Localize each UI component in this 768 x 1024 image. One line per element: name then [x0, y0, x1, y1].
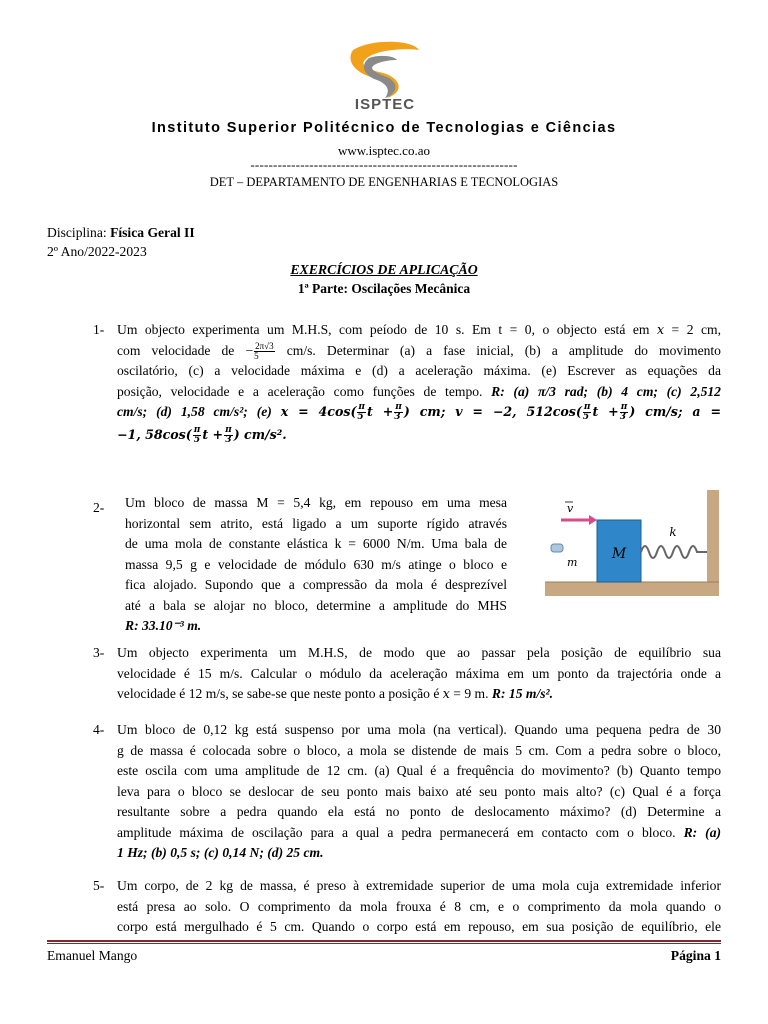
exercise-4-answer: 1 Hz; (b) 0,5 s; (c) 0,14 N; (d) 25 cm. [117, 845, 324, 860]
exercise-2-line: fica alojado. Supondo que a compressão da mola é desprezível [125, 577, 507, 592]
exercise-2-line: massa 9,5 g e velocidade de módulo 630 m/s atinge o bloco e [125, 556, 507, 572]
exercise-1-text [117, 320, 721, 445]
exercise-4-line: resultante sobre a pedra quando ela está no ponto de deslocamento máximo? (d) Determine a [117, 804, 721, 819]
exercise-1-line: cm/s; (d) 1,58 cm/s²; (e) x = 4cos( $\frac{\pi}{5}$ t + $\frac{\pi}{3}$ ) cm; v = −2, 512cos( $\frac{\pi}{5}$ t + $\frac{\pi}{3}$ ) cm/s; a = [117, 402, 721, 422]
exercise-3-line: Um objecto experimenta um M.H.S, de modo que ao passar pela posição de equilíbrio sua [117, 645, 721, 660]
exercise-3-line: velocidade é 12 m/s, se sabe-se que neste ponto a posição é x = 9 m. R: 15 m/s². [117, 686, 554, 701]
department-name: DET – DEPARTAMENTO DE ENGENHARIAS E TECNOLOGIAS [209, 175, 559, 189]
exercise-4-line: Um bloco de 0,12 kg está suspenso por uma mola (na vertical). Quando uma pequena pedra de 30 [117, 722, 721, 737]
exercise-1-line: posição, velocidade e a aceleração como funções de tempo. R: (a) π/3 rad; (b) 4 cm; (c) 2,512 [117, 383, 721, 399]
velocity-label: v [567, 502, 574, 515]
bullet-label: m [567, 556, 578, 569]
footer-page-number: Página 1 [670, 948, 721, 963]
institution-name: Instituto Superior Politécnico de Tecnologias e Ciências [151, 120, 617, 136]
exercise-1-number: 1- [93, 322, 105, 337]
exercise-4-line: este oscila com uma amplitude de 12 cm. (a) Qual é a frequência do movimento? (b) Quanto tempo [117, 763, 721, 778]
exercise-2-line: horizontal sem atrito, está ligado a um suporte rígido através [125, 515, 507, 531]
discipline-line [47, 223, 195, 244]
footer-rule-thin [47, 943, 721, 944]
exercise-4-line: amplitude máxima de oscilação para a qual a pedra permanecerá em contacto com o bloco. R: (a) [117, 824, 722, 840]
isptec-logo [343, 40, 427, 118]
exercise-2-line: até a bala se alojar no bloco, determine a amplitude do MHS [125, 597, 507, 613]
header-separator: ----------------------------------------------------------- [250, 157, 518, 172]
discipline-label: Disciplina: [47, 225, 111, 240]
exercise-5-line: Um corpo, de 2 kg de massa, é preso à extremidade superior de uma mola cuja extremidade inferior [117, 878, 721, 893]
exercise-3-number: 3- [93, 645, 105, 660]
footer-author: Emanuel Mango [47, 948, 138, 963]
mass-spring-figure [545, 490, 719, 596]
exercise-1-line: Um objecto experimenta um M.H.S, com peíodo de 10 s. Em t = 0, o objecto está em x = 2 cm, [117, 322, 721, 337]
bullet [551, 544, 563, 552]
exercise-2-text [125, 493, 507, 637]
website-link[interactable]: www.isptec.co.ao [338, 143, 430, 158]
exercise-3-text [117, 643, 721, 705]
exercise-1-line: oscilatório, (c) a velocidade máxima e (d) a aceleração máxima. (e) Escrever as equações da [117, 363, 721, 378]
exercise-4-line: g de massa é colocada sobre o bloco, a mola se distende de mais 5 cm. Com a pedra sobre o bloco, [117, 742, 721, 758]
exercise-5-line: corpo está mergulhado é 5 cm. Quando o corpo está em repouso, em sua posição de equilíbrio, ele [117, 919, 721, 934]
exercise-5-text [117, 876, 721, 938]
wall-support [707, 490, 719, 582]
fraction: $\frac{2\pi√3}{5}$ [254, 340, 274, 361]
footer-rule [47, 940, 721, 942]
exercises-subtitle: 1ª Parte: Oscilações Mecânica [297, 281, 471, 296]
exercise-1-line: −1, 58cos( $\frac{\pi}{5}$ t + $\frac{\pi}{3}$ ) cm/s². [117, 424, 287, 445]
exercise-4-number: 4- [93, 722, 105, 737]
exercise-4-text [117, 720, 721, 864]
exercise-2-line: Um bloco de massa M = 5,4 kg, em repouso em uma mesa [125, 495, 507, 510]
exercise-2-number: 2- [93, 500, 105, 515]
table-surface [545, 582, 719, 596]
exercise-3-line: velocidade é 15 m/s. Calcular o módulo da aceleração máxima em um ponto da trajectória onde a [117, 665, 721, 681]
discipline-value: Física Geral II [110, 225, 195, 240]
exercise-4-line: leva para o bloco se deslocar de seu ponto mais baixo até seu ponto mais alto? (c) Qual é a força [117, 783, 721, 799]
exercises-title: EXERCÍCIOS DE APLICAÇÃO [290, 262, 478, 277]
exercise-2-line: de uma mola de constante elástica k = 6000 N/m. Uma bala de [125, 536, 507, 551]
exercise-2-answer: R: 33.10⁻³ m. [125, 618, 202, 633]
exercise-5-number: 5- [93, 878, 105, 893]
academic-year: 2º Ano/2022-2023 [47, 244, 147, 259]
block-label: M [611, 546, 627, 562]
exercise-1-line: com velocidade de − $\frac{2\pi√3}{5}$ cm/s. Determinar (a) a fase inicial, (b) a amplitude do movimento [117, 340, 721, 361]
spring-label: k [669, 525, 677, 539]
logo-text: ISPTEC [354, 96, 416, 113]
exercise-5-line: está presa ao solo. O comprimento da mola frouxa é 8 cm, e o comprimento da mola quando o [117, 898, 721, 914]
